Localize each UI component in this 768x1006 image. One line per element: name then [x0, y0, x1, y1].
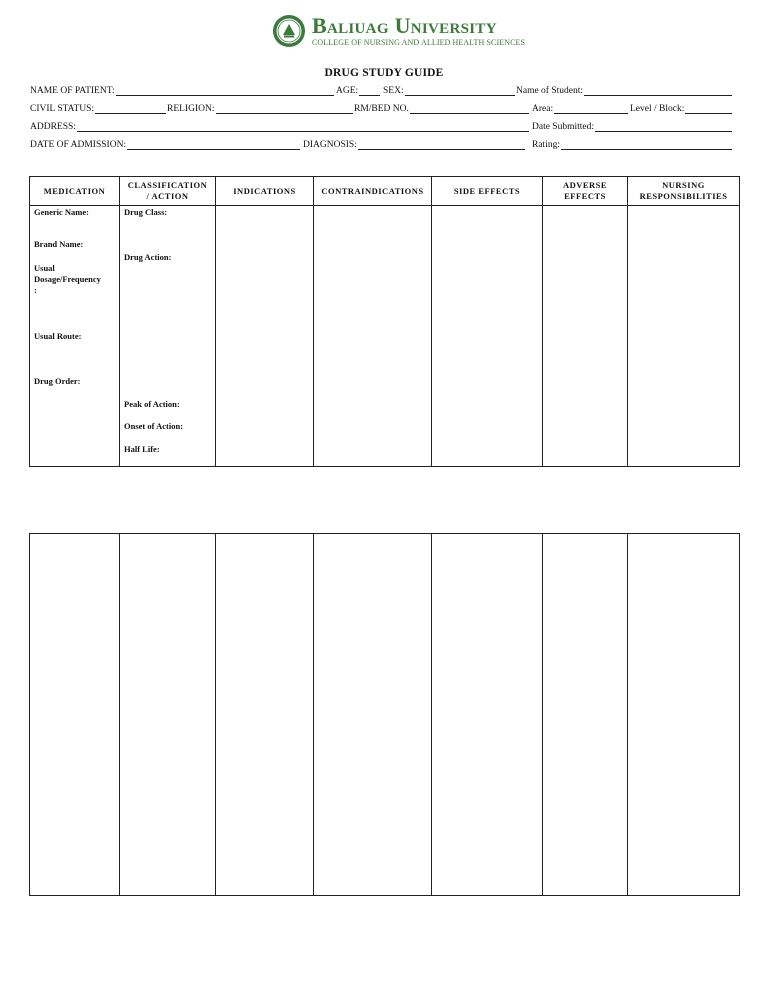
- address-field[interactable]: ADDRESS:: [30, 121, 529, 132]
- adverse-effects-cell[interactable]: [543, 206, 628, 467]
- generic-name-label: Generic Name:: [34, 207, 89, 217]
- form-row-address: [30, 121, 732, 135]
- indications-cell[interactable]: [216, 206, 314, 467]
- classification-cell[interactable]: [120, 534, 216, 896]
- drug-class-label: Drug Class:: [124, 207, 168, 217]
- header-side-effects: SIDE EFFECTS: [432, 177, 543, 206]
- side-effects-cell[interactable]: [432, 534, 543, 896]
- drug-study-table: [29, 176, 740, 467]
- drug-order-label: Drug Order:: [34, 376, 81, 386]
- form-row-status: [30, 103, 732, 117]
- medication-cell[interactable]: [30, 534, 120, 896]
- drug-action-label: Drug Action:: [124, 252, 172, 262]
- header-nursing-responsibilities: NURSING RESPONSIBILITIES: [628, 177, 740, 206]
- usual-dosage-label-2: Dosage/Frequency: [34, 274, 101, 284]
- table-header-row: [30, 177, 740, 206]
- diagnosis-field[interactable]: DIAGNOSIS:: [303, 139, 525, 150]
- college-name: COLLEGE OF NURSING AND ALLIED HEALTH SCIENCES: [312, 38, 526, 47]
- header-classification: CLASSIFICATION / ACTION: [120, 177, 216, 206]
- patient-name-field[interactable]: NAME OF PATIENT:: [30, 85, 334, 96]
- indications-cell[interactable]: [216, 534, 314, 896]
- side-effects-cell[interactable]: [432, 206, 543, 467]
- adverse-effects-cell[interactable]: [543, 534, 628, 896]
- university-seal-icon: [272, 14, 306, 48]
- header-medication: MEDICATION: [30, 177, 120, 206]
- university-name: Baliuag University: [312, 13, 497, 38]
- age-field[interactable]: AGE:: [336, 85, 380, 96]
- header-adverse-effects: ADVERSE EFFECTS: [543, 177, 628, 206]
- rm-bed-field[interactable]: RM/BED NO.: [354, 103, 529, 114]
- usual-dosage-label-1: Usual: [34, 263, 55, 273]
- nursing-responsibilities-cell[interactable]: [628, 206, 740, 467]
- level-block-field[interactable]: Level / Block:: [630, 103, 732, 114]
- table-row: [30, 534, 740, 896]
- student-name-field[interactable]: Name of Student:: [516, 85, 732, 96]
- contraindications-cell[interactable]: [314, 534, 432, 896]
- header-indications: INDICATIONS: [216, 177, 314, 206]
- area-field[interactable]: Area:: [532, 103, 628, 114]
- usual-dosage-label-3: :: [34, 285, 37, 295]
- civil-status-field[interactable]: CIVIL STATUS:: [30, 103, 166, 114]
- rating-field[interactable]: Rating:: [532, 139, 732, 150]
- religion-field[interactable]: RELIGION:: [167, 103, 353, 114]
- sex-field[interactable]: SEX:: [383, 85, 515, 96]
- drug-study-table-continuation: [29, 533, 740, 896]
- document-title: DRUG STUDY GUIDE: [324, 67, 444, 79]
- classification-cell[interactable]: [120, 206, 216, 467]
- peak-of-action-label: Peak of Action:: [124, 399, 180, 409]
- table-row: [30, 206, 740, 467]
- nursing-responsibilities-cell[interactable]: [628, 534, 740, 896]
- date-admission-field[interactable]: DATE OF ADMISSION:: [30, 139, 300, 150]
- brand-name-label: Brand Name:: [34, 239, 84, 249]
- date-submitted-field[interactable]: Date Submitted:: [532, 121, 732, 132]
- medication-cell[interactable]: [30, 206, 120, 467]
- university-logo: [272, 14, 525, 48]
- form-row-admission: [30, 139, 732, 153]
- form-row-patient: [30, 85, 732, 99]
- contraindications-cell[interactable]: [314, 206, 432, 467]
- half-life-label: Half Life:: [124, 444, 160, 454]
- onset-of-action-label: Onset of Action:: [124, 421, 184, 431]
- header-contraindications: CONTRAINDICATIONS: [314, 177, 432, 206]
- usual-route-label: Usual Route:: [34, 331, 82, 341]
